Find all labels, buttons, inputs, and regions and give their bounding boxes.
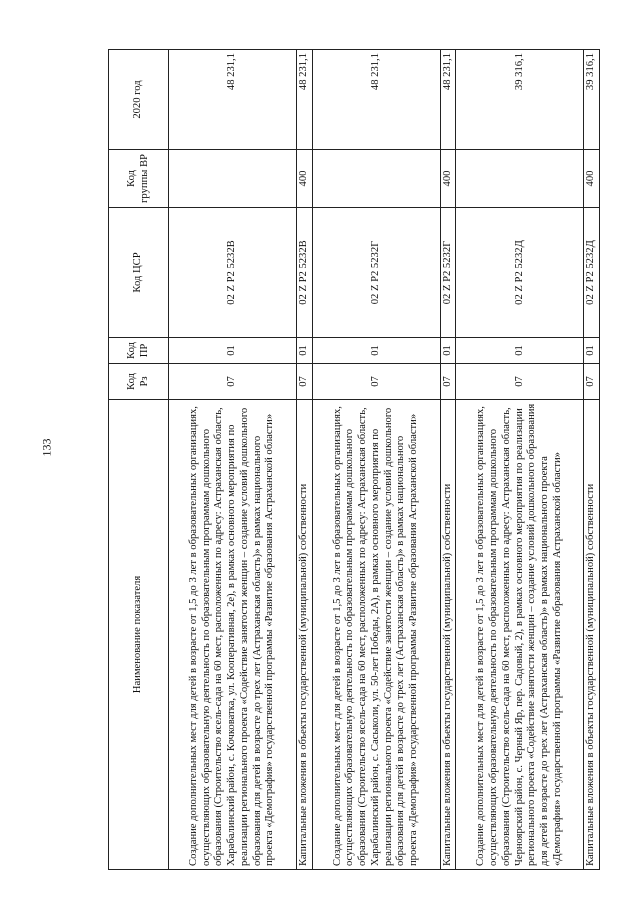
cell-rz: 07: [297, 364, 313, 400]
cell-sum: 48 231,1: [169, 50, 297, 150]
cell-csr: 02 Z P2 5232Д: [584, 208, 600, 338]
table-row: [584, 50, 600, 870]
cell-vr: 400: [440, 150, 456, 208]
cell-name: Капитальные вложения в объекты государственной (муниципальной) собственности: [297, 400, 313, 870]
table-row: [440, 50, 456, 870]
budget-table-rotated: [108, 50, 597, 870]
cell-sum: 39 316,1: [456, 50, 584, 150]
page-number: 133: [39, 438, 54, 457]
cell-pr: 01: [169, 338, 297, 364]
cell-vr: [169, 150, 297, 208]
cell-pr: 01: [440, 338, 456, 364]
cell-rz: 07: [169, 364, 297, 400]
cell-rz: 07: [456, 364, 584, 400]
cell-name: Создание дополнительных мест для детей в возрасте от 1,5 до 3 лет в образовательных организациях, осуществляющих образовательную деятельность по образовательным программам дошкольного образования (Строительство ясель-сада на 60 мест, расположенных по адресу: Астраханская область, Харабалинский район, с. Сасыколи, ул. 50-лет Победы, 2А), в рамках основного мероприятия по реализации регионального проекта «Содействие занятости женщин – создание условий дошкольного образования для детей в возрасте до трех лет (Астраханская область)» в рамках национального проекта «Демография» государственной программы «Развитие образования Астраханской области»: [312, 400, 440, 870]
budget-table: [108, 49, 600, 870]
table-header-row: [109, 50, 169, 870]
table-row: [456, 50, 584, 870]
header-name: Наименование показателя: [109, 400, 169, 870]
cell-sum: 39 316,1: [584, 50, 600, 150]
cell-pr: 01: [312, 338, 440, 364]
cell-csr: 02 Z P2 5232Г: [312, 208, 440, 338]
cell-sum: 48 231,1: [312, 50, 440, 150]
cell-vr: 400: [584, 150, 600, 208]
cell-rz: 07: [440, 364, 456, 400]
cell-vr: [312, 150, 440, 208]
header-pr: Код ПР: [109, 338, 169, 364]
table-row: [297, 50, 313, 870]
cell-pr: 01: [297, 338, 313, 364]
table-row: [169, 50, 297, 870]
header-rz: Код Рз: [109, 364, 169, 400]
cell-name: Создание дополнительных мест для детей в возрасте от 1,5 до 3 лет в образовательных организациях, осуществляющих образовательную деятельность по образовательным программам дошкольного образования (Строительство ясель-сада на 60 мест, расположенных по адресу: Астраханская область, Черноярский район, с. Черный Яр, пер. Садовый, 2), в рамках основного мероприятия по реализации регионального проекта «Содействие занятости женщин – создание условий дошкольного образования для детей в возрасте до трех лет (Астраханская область)» в рамках национального проекта «Демография» государственной программы «Развитие образования Астраханской области»: [456, 400, 584, 870]
cell-rz: 07: [312, 364, 440, 400]
cell-vr: [456, 150, 584, 208]
cell-csr: 02 Z P2 5232В: [297, 208, 313, 338]
cell-pr: 01: [456, 338, 584, 364]
cell-rz: 07: [584, 364, 600, 400]
cell-csr: 02 Z P2 5232В: [169, 208, 297, 338]
cell-sum: 48 231,1: [297, 50, 313, 150]
cell-vr: 400: [297, 150, 313, 208]
table-row: [312, 50, 440, 870]
cell-csr: 02 Z P2 5232Д: [456, 208, 584, 338]
cell-csr: 02 Z P2 5232Г: [440, 208, 456, 338]
cell-name: Капитальные вложения в объекты государственной (муниципальной) собственности: [584, 400, 600, 870]
cell-pr: 01: [584, 338, 600, 364]
header-csr: Код ЦСР: [109, 208, 169, 338]
cell-name: Капитальные вложения в объекты государственной (муниципальной) собственности: [440, 400, 456, 870]
header-vr: Код группы ВР: [109, 150, 169, 208]
cell-sum: 48 231,1: [440, 50, 456, 150]
cell-name: Создание дополнительных мест для детей в возрасте от 1,5 до 3 лет в образовательных организациях, осуществляющих образовательную деятельность по образовательным программам дошкольного образования (Строительство ясель-сада на 60 мест, расположенных по адресу: Астраханская область, Харабалинский район, с. Кочковатка, ул. Кооперативная, 2е), в рамках основного мероприятия по реализации регионального проекта «Содействие занятости женщин – создание условий дошкольного образования для детей в возрасте до трех лет (Астраханская область)» в рамках национального проекта «Демография» государственной программы «Развитие образования Астраханской области»: [169, 400, 297, 870]
header-sum: 2020 год: [109, 50, 169, 150]
